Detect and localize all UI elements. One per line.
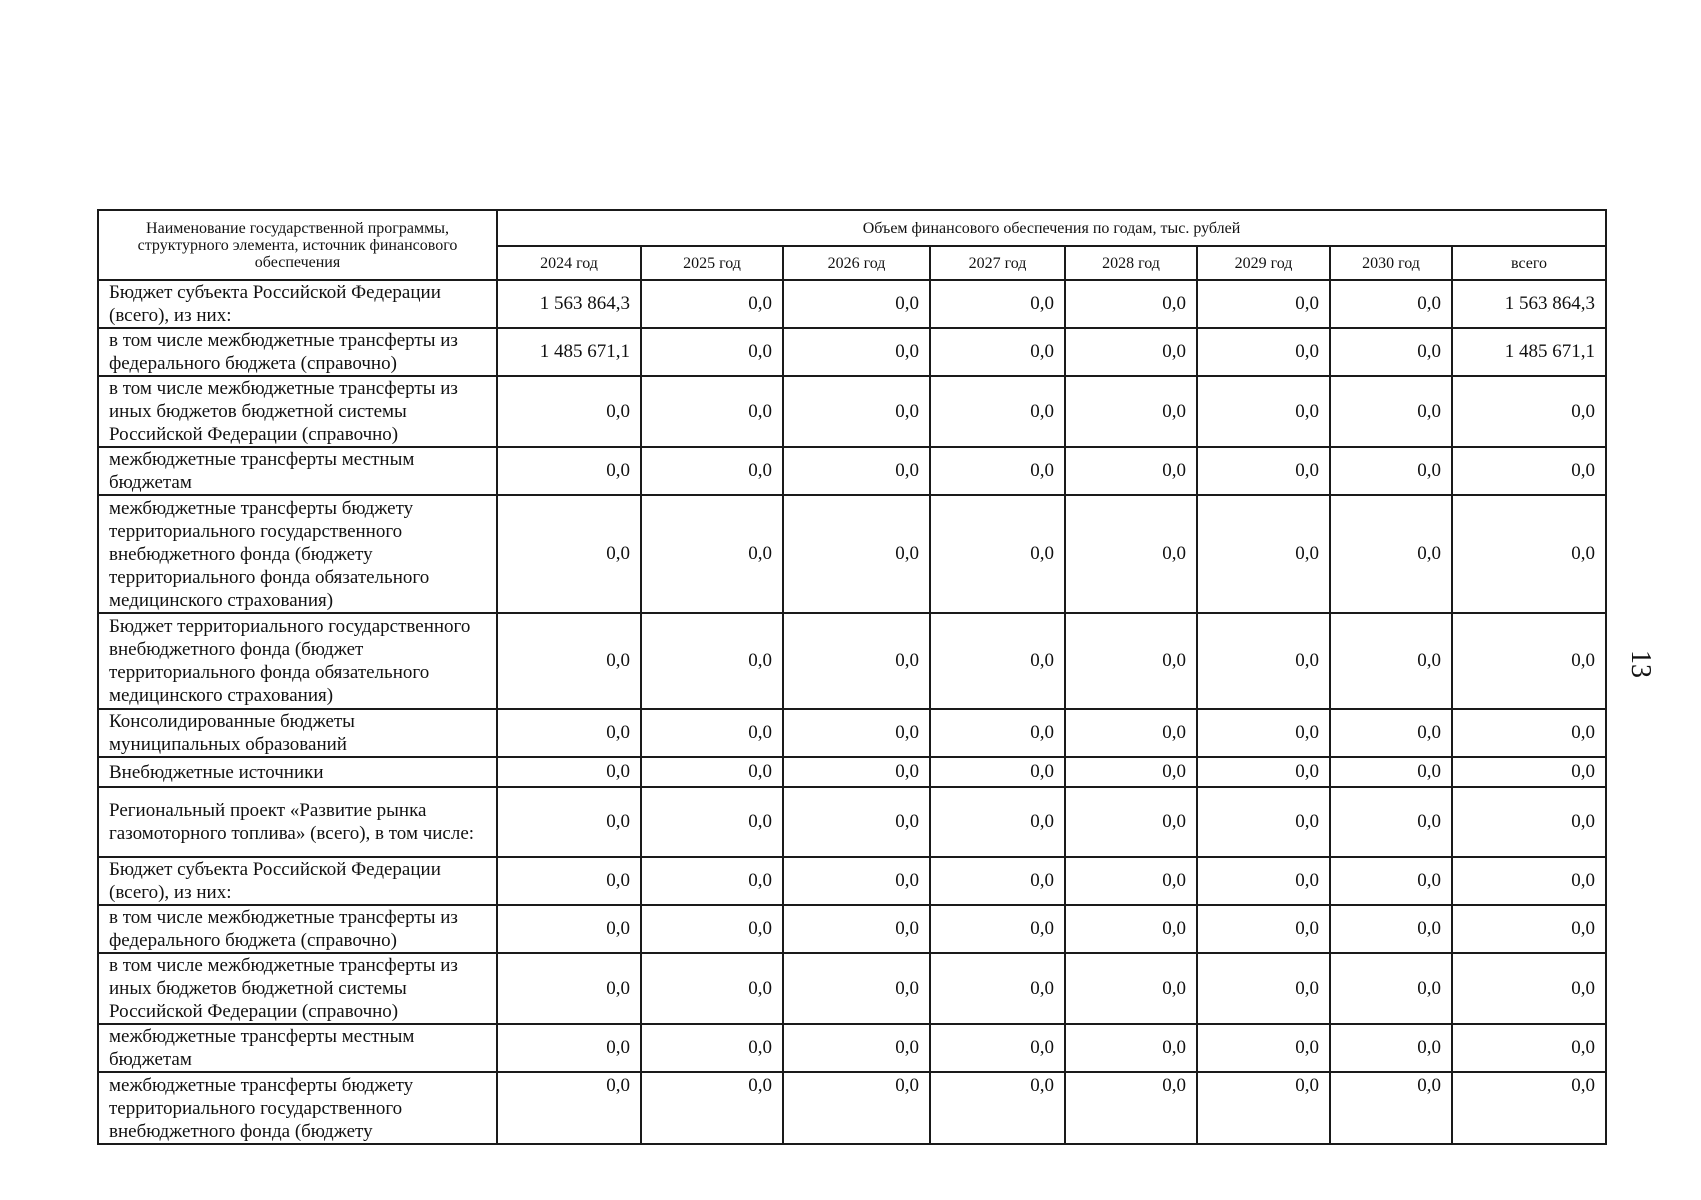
row-value-2027: 0,0 [930, 376, 1065, 447]
row-label: Бюджет территориального государственного внебюджетного фонда (бюджет территориального фонда обязательного медицинского страхования) [98, 613, 497, 709]
row-value-2025: 0,0 [641, 787, 783, 857]
row-value-2028: 0,0 [1065, 376, 1197, 447]
row-value-2028: 0,0 [1065, 709, 1197, 757]
row-label: межбюджетные трансферты бюджету территориального государственного внебюджетного фонда (бюджету [98, 1072, 497, 1144]
row-value-2024: 0,0 [497, 757, 641, 787]
row-label: в том числе межбюджетные трансферты из иных бюджетов бюджетной системы Российской Федерации (справочно) [98, 953, 497, 1024]
table-row [98, 857, 1606, 905]
row-value-2024: 0,0 [497, 376, 641, 447]
row-value-2028: 0,0 [1065, 857, 1197, 905]
row-value-2024: 0,0 [497, 1024, 641, 1072]
row-value-2025: 0,0 [641, 280, 783, 328]
row-value-total: 0,0 [1452, 709, 1606, 757]
row-value-2025: 0,0 [641, 709, 783, 757]
row-value-2026: 0,0 [783, 376, 930, 447]
table-row [98, 905, 1606, 953]
row-value-2028: 0,0 [1065, 495, 1197, 613]
row-value-2028: 0,0 [1065, 953, 1197, 1024]
row-value-2025: 0,0 [641, 376, 783, 447]
row-value-2025: 0,0 [641, 1024, 783, 1072]
row-value-2029: 0,0 [1197, 905, 1330, 953]
row-value-2028: 0,0 [1065, 280, 1197, 328]
row-value-total: 0,0 [1452, 495, 1606, 613]
row-value-2028: 0,0 [1065, 613, 1197, 709]
row-value-total: 0,0 [1452, 857, 1606, 905]
row-value-2028: 0,0 [1065, 1072, 1197, 1144]
row-label: в том числе межбюджетные трансферты из федерального бюджета (справочно) [98, 328, 497, 376]
row-value-2026: 0,0 [783, 953, 930, 1024]
row-label: Региональный проект «Развитие рынка газомоторного топлива» (всего), в том числе: [98, 787, 497, 857]
row-value-2028: 0,0 [1065, 447, 1197, 495]
table-row [98, 787, 1606, 857]
row-value-total: 0,0 [1452, 447, 1606, 495]
table-row [98, 280, 1606, 328]
table-row [98, 328, 1606, 376]
row-value-2024: 0,0 [497, 857, 641, 905]
row-value-2024: 1 563 864,3 [497, 280, 641, 328]
row-value-2028: 0,0 [1065, 757, 1197, 787]
table-row [98, 613, 1606, 709]
row-value-2024: 0,0 [497, 495, 641, 613]
row-value-2025: 0,0 [641, 1072, 783, 1144]
row-value-2025: 0,0 [641, 857, 783, 905]
row-value-2028: 0,0 [1065, 328, 1197, 376]
header-year-2024: 2024 год [497, 246, 641, 280]
row-value-2026: 0,0 [783, 1024, 930, 1072]
header-year-2026: 2026 год [783, 246, 930, 280]
row-value-2027: 0,0 [930, 1072, 1065, 1144]
row-value-2026: 0,0 [783, 757, 930, 787]
row-value-2025: 0,0 [641, 757, 783, 787]
row-value-2029: 0,0 [1197, 447, 1330, 495]
row-value-2024: 0,0 [497, 447, 641, 495]
row-value-2026: 0,0 [783, 328, 930, 376]
row-value-2029: 0,0 [1197, 787, 1330, 857]
header-name: Наименование государственной программы, структурного элемента, источник финансового обеспечения [98, 210, 497, 280]
table-row [98, 709, 1606, 757]
row-value-2029: 0,0 [1197, 857, 1330, 905]
row-value-2027: 0,0 [930, 1024, 1065, 1072]
row-value-2029: 0,0 [1197, 495, 1330, 613]
row-value-2030: 0,0 [1330, 757, 1452, 787]
row-value-2027: 0,0 [930, 447, 1065, 495]
row-value-2030: 0,0 [1330, 376, 1452, 447]
row-value-2028: 0,0 [1065, 905, 1197, 953]
row-value-2024: 0,0 [497, 953, 641, 1024]
row-value-2026: 0,0 [783, 905, 930, 953]
row-value-2030: 0,0 [1330, 953, 1452, 1024]
row-label: в том числе межбюджетные трансферты из иных бюджетов бюджетной системы Российской Федерации (справочно) [98, 376, 497, 447]
table-body [98, 280, 1606, 1144]
row-value-2030: 0,0 [1330, 1072, 1452, 1144]
row-label: межбюджетные трансферты бюджету территориального государственного внебюджетного фонда (бюджету территориального фонда обязательного медицинского страхования) [98, 495, 497, 613]
row-value-2027: 0,0 [930, 857, 1065, 905]
row-label: в том числе межбюджетные трансферты из федерального бюджета (справочно) [98, 905, 497, 953]
row-value-2027: 0,0 [930, 953, 1065, 1024]
row-label: Бюджет субъекта Российской Федерации (всего), из них: [98, 857, 497, 905]
row-value-2026: 0,0 [783, 1072, 930, 1144]
row-value-2025: 0,0 [641, 953, 783, 1024]
row-value-2024: 0,0 [497, 905, 641, 953]
row-value-total: 1 563 864,3 [1452, 280, 1606, 328]
row-value-2030: 0,0 [1330, 495, 1452, 613]
row-label: межбюджетные трансферты местным бюджетам [98, 447, 497, 495]
row-value-2026: 0,0 [783, 613, 930, 709]
row-value-2025: 0,0 [641, 328, 783, 376]
table-row [98, 1024, 1606, 1072]
row-value-2029: 0,0 [1197, 709, 1330, 757]
row-value-2030: 0,0 [1330, 613, 1452, 709]
header-year-2027: 2027 год [930, 246, 1065, 280]
row-value-2025: 0,0 [641, 495, 783, 613]
row-value-2030: 0,0 [1330, 328, 1452, 376]
row-value-2028: 0,0 [1065, 787, 1197, 857]
row-value-2030: 0,0 [1330, 857, 1452, 905]
row-label: Консолидированные бюджеты муниципальных образований [98, 709, 497, 757]
row-value-2027: 0,0 [930, 709, 1065, 757]
row-value-2027: 0,0 [930, 757, 1065, 787]
row-value-2026: 0,0 [783, 495, 930, 613]
row-label: Внебюджетные источники [98, 757, 497, 787]
row-value-2026: 0,0 [783, 857, 930, 905]
row-value-total: 0,0 [1452, 787, 1606, 857]
row-value-2029: 0,0 [1197, 376, 1330, 447]
header-volume: Объем финансового обеспечения по годам, тыс. рублей [497, 210, 1606, 246]
row-value-2029: 0,0 [1197, 1072, 1330, 1144]
row-value-2024: 1 485 671,1 [497, 328, 641, 376]
row-value-2024: 0,0 [497, 709, 641, 757]
row-value-2029: 0,0 [1197, 280, 1330, 328]
row-value-total: 0,0 [1452, 905, 1606, 953]
table-row [98, 953, 1606, 1024]
row-value-2029: 0,0 [1197, 757, 1330, 787]
row-value-2030: 0,0 [1330, 447, 1452, 495]
row-value-total: 0,0 [1452, 613, 1606, 709]
row-label: Бюджет субъекта Российской Федерации (всего), из них: [98, 280, 497, 328]
header-year-2030: 2030 год [1330, 246, 1452, 280]
page-number: 13 [1625, 650, 1656, 678]
row-value-total: 0,0 [1452, 376, 1606, 447]
header-row-top [98, 210, 1606, 246]
row-value-2025: 0,0 [641, 905, 783, 953]
financing-table [97, 209, 1607, 1145]
row-label: межбюджетные трансферты местным бюджетам [98, 1024, 497, 1072]
row-value-2030: 0,0 [1330, 709, 1452, 757]
row-value-2026: 0,0 [783, 280, 930, 328]
table-row [98, 757, 1606, 787]
row-value-2024: 0,0 [497, 613, 641, 709]
row-value-2024: 0,0 [497, 1072, 641, 1144]
header-total: всего [1452, 246, 1606, 280]
row-value-2029: 0,0 [1197, 1024, 1330, 1072]
row-value-2030: 0,0 [1330, 905, 1452, 953]
table-row [98, 376, 1606, 447]
row-value-total: 0,0 [1452, 1072, 1606, 1144]
row-value-total: 1 485 671,1 [1452, 328, 1606, 376]
row-value-2025: 0,0 [641, 447, 783, 495]
row-value-2025: 0,0 [641, 613, 783, 709]
row-value-total: 0,0 [1452, 757, 1606, 787]
row-value-2027: 0,0 [930, 613, 1065, 709]
row-value-2027: 0,0 [930, 787, 1065, 857]
header-year-2025: 2025 год [641, 246, 783, 280]
row-value-2027: 0,0 [930, 280, 1065, 328]
row-value-2029: 0,0 [1197, 328, 1330, 376]
row-value-total: 0,0 [1452, 1024, 1606, 1072]
row-value-2027: 0,0 [930, 328, 1065, 376]
row-value-2027: 0,0 [930, 905, 1065, 953]
row-value-2027: 0,0 [930, 495, 1065, 613]
row-value-total: 0,0 [1452, 953, 1606, 1024]
row-value-2030: 0,0 [1330, 787, 1452, 857]
row-value-2026: 0,0 [783, 447, 930, 495]
row-value-2026: 0,0 [783, 787, 930, 857]
header-year-2028: 2028 год [1065, 246, 1197, 280]
header-year-2029: 2029 год [1197, 246, 1330, 280]
row-value-2029: 0,0 [1197, 613, 1330, 709]
table-row [98, 495, 1606, 613]
row-value-2024: 0,0 [497, 787, 641, 857]
row-value-2026: 0,0 [783, 709, 930, 757]
row-value-2029: 0,0 [1197, 953, 1330, 1024]
document-sheet [97, 209, 1605, 1145]
row-value-2030: 0,0 [1330, 280, 1452, 328]
table-row [98, 1072, 1606, 1144]
table-row [98, 447, 1606, 495]
row-value-2028: 0,0 [1065, 1024, 1197, 1072]
row-value-2030: 0,0 [1330, 1024, 1452, 1072]
